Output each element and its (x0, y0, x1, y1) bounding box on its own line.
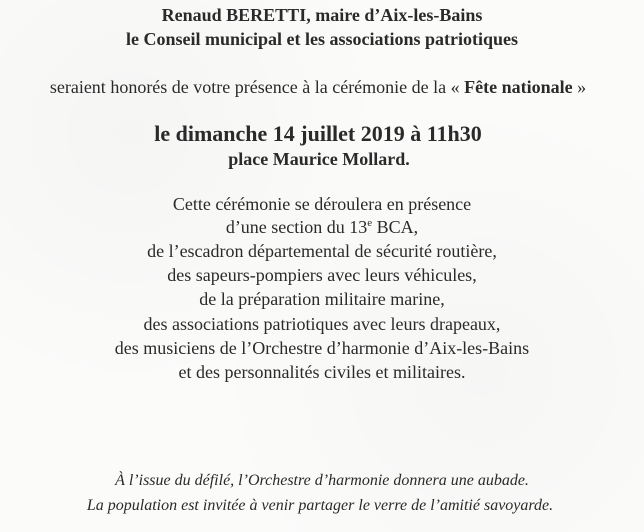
participant-orchestra: des musiciens de l’Orchestre d’harmonie d’Aix-les-Bains (114, 338, 530, 358)
event-date: le dimanche 14 juillet 2019 à 11h30 (154, 121, 482, 146)
footer-aubade: À l’issue du défilé, l’Orchestre d’harmonie donnera une aubade. (115, 472, 529, 489)
participant-bca (0, 218, 644, 236)
invitation-prefix: seraient honorés de votre présence à la cérémonie de la « (49, 77, 465, 97)
event-place: place Maurice Mollard. (228, 149, 410, 169)
participant-bca-post: BCA, (372, 217, 419, 237)
footer-reception: La population est invitée à venir partager le verre de l’amitié savoyarde. (86, 497, 554, 514)
header-mayor-line: Renaud BERETTI, maire d’Aix-les-Bains (161, 5, 483, 25)
header-council-line: le Conseil municipal et les associations patriotiques (125, 29, 518, 49)
participant-personalities: et des personnalités civiles et militaires. (178, 362, 466, 382)
invitation-suffix: » (572, 77, 587, 97)
ceremony-intro: Cette cérémonie se déroulera en présence (172, 194, 472, 214)
participant-navy: de la préparation militaire marine, (199, 289, 445, 309)
ordinal-suffix: e (367, 217, 373, 229)
invitation-line (0, 78, 640, 96)
participant-associations: des associations patriotiques avec leurs drapeaux, (143, 314, 501, 334)
event-name: Fête nationale (464, 77, 573, 97)
participant-bca-pre: d’une section du 13 (225, 217, 368, 237)
participant-firefighters: des sapeurs-pompiers avec leurs véhicules, (167, 265, 477, 285)
participant-road-safety: de l’escadron départemental de sécurité routière, (147, 241, 497, 261)
